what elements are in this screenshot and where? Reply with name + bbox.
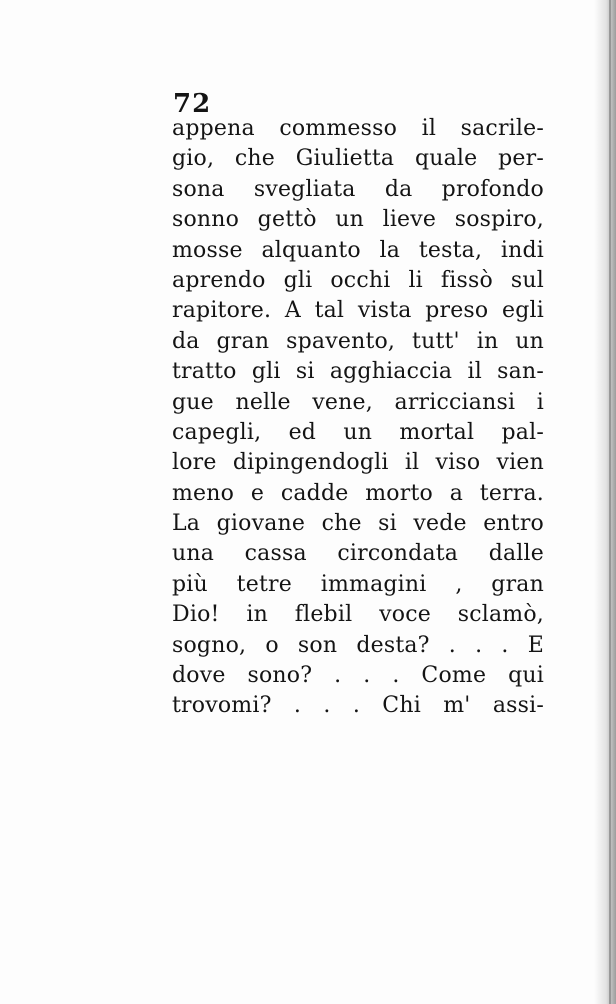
text-line: lore dipingendogli il viso vien bbox=[172, 450, 544, 476]
text-line: Dio! in flebil voce sclamò, bbox=[172, 602, 544, 628]
page-number: 72 bbox=[173, 89, 212, 119]
text-line: una cassa circondata dalle bbox=[172, 541, 544, 567]
text-line: aprendo gli occhi li fissò sul bbox=[172, 267, 544, 293]
text-line: trovomi? . . . Chi m' assi- bbox=[172, 693, 544, 719]
text-line: capegli, ed un mortal pal- bbox=[172, 419, 544, 445]
text-line: mosse alquanto la testa, indi bbox=[172, 237, 544, 263]
text-line: da gran spavento, tutt' in un bbox=[172, 328, 544, 354]
text-line: meno e cadde morto a terra. bbox=[172, 480, 544, 506]
text-line: appena commesso il sacrile- bbox=[172, 116, 544, 141]
body-text bbox=[172, 114, 544, 722]
text-line: sogno, o son desta? . . . E bbox=[172, 632, 544, 658]
text-line: sonno gettò un lieve sospiro, bbox=[172, 207, 544, 233]
text-line: dove sono? . . . Come qui bbox=[172, 663, 544, 689]
text-line: sona svegliata da profondo bbox=[172, 176, 544, 202]
page-edge-shadow bbox=[594, 0, 616, 1004]
text-line: gue nelle vene, arricciansi i bbox=[172, 389, 544, 415]
page-edge-line bbox=[609, 0, 611, 1004]
text-line: rapitore. A tal vista preso egli bbox=[172, 298, 544, 324]
text-line: tratto gli si agghiaccia il san- bbox=[172, 359, 544, 385]
text-line: più tetre immagini , gran bbox=[172, 571, 544, 597]
text-line: La giovane che si vede entro bbox=[172, 511, 544, 537]
text-line: gio, che Giulietta quale per- bbox=[172, 146, 544, 172]
